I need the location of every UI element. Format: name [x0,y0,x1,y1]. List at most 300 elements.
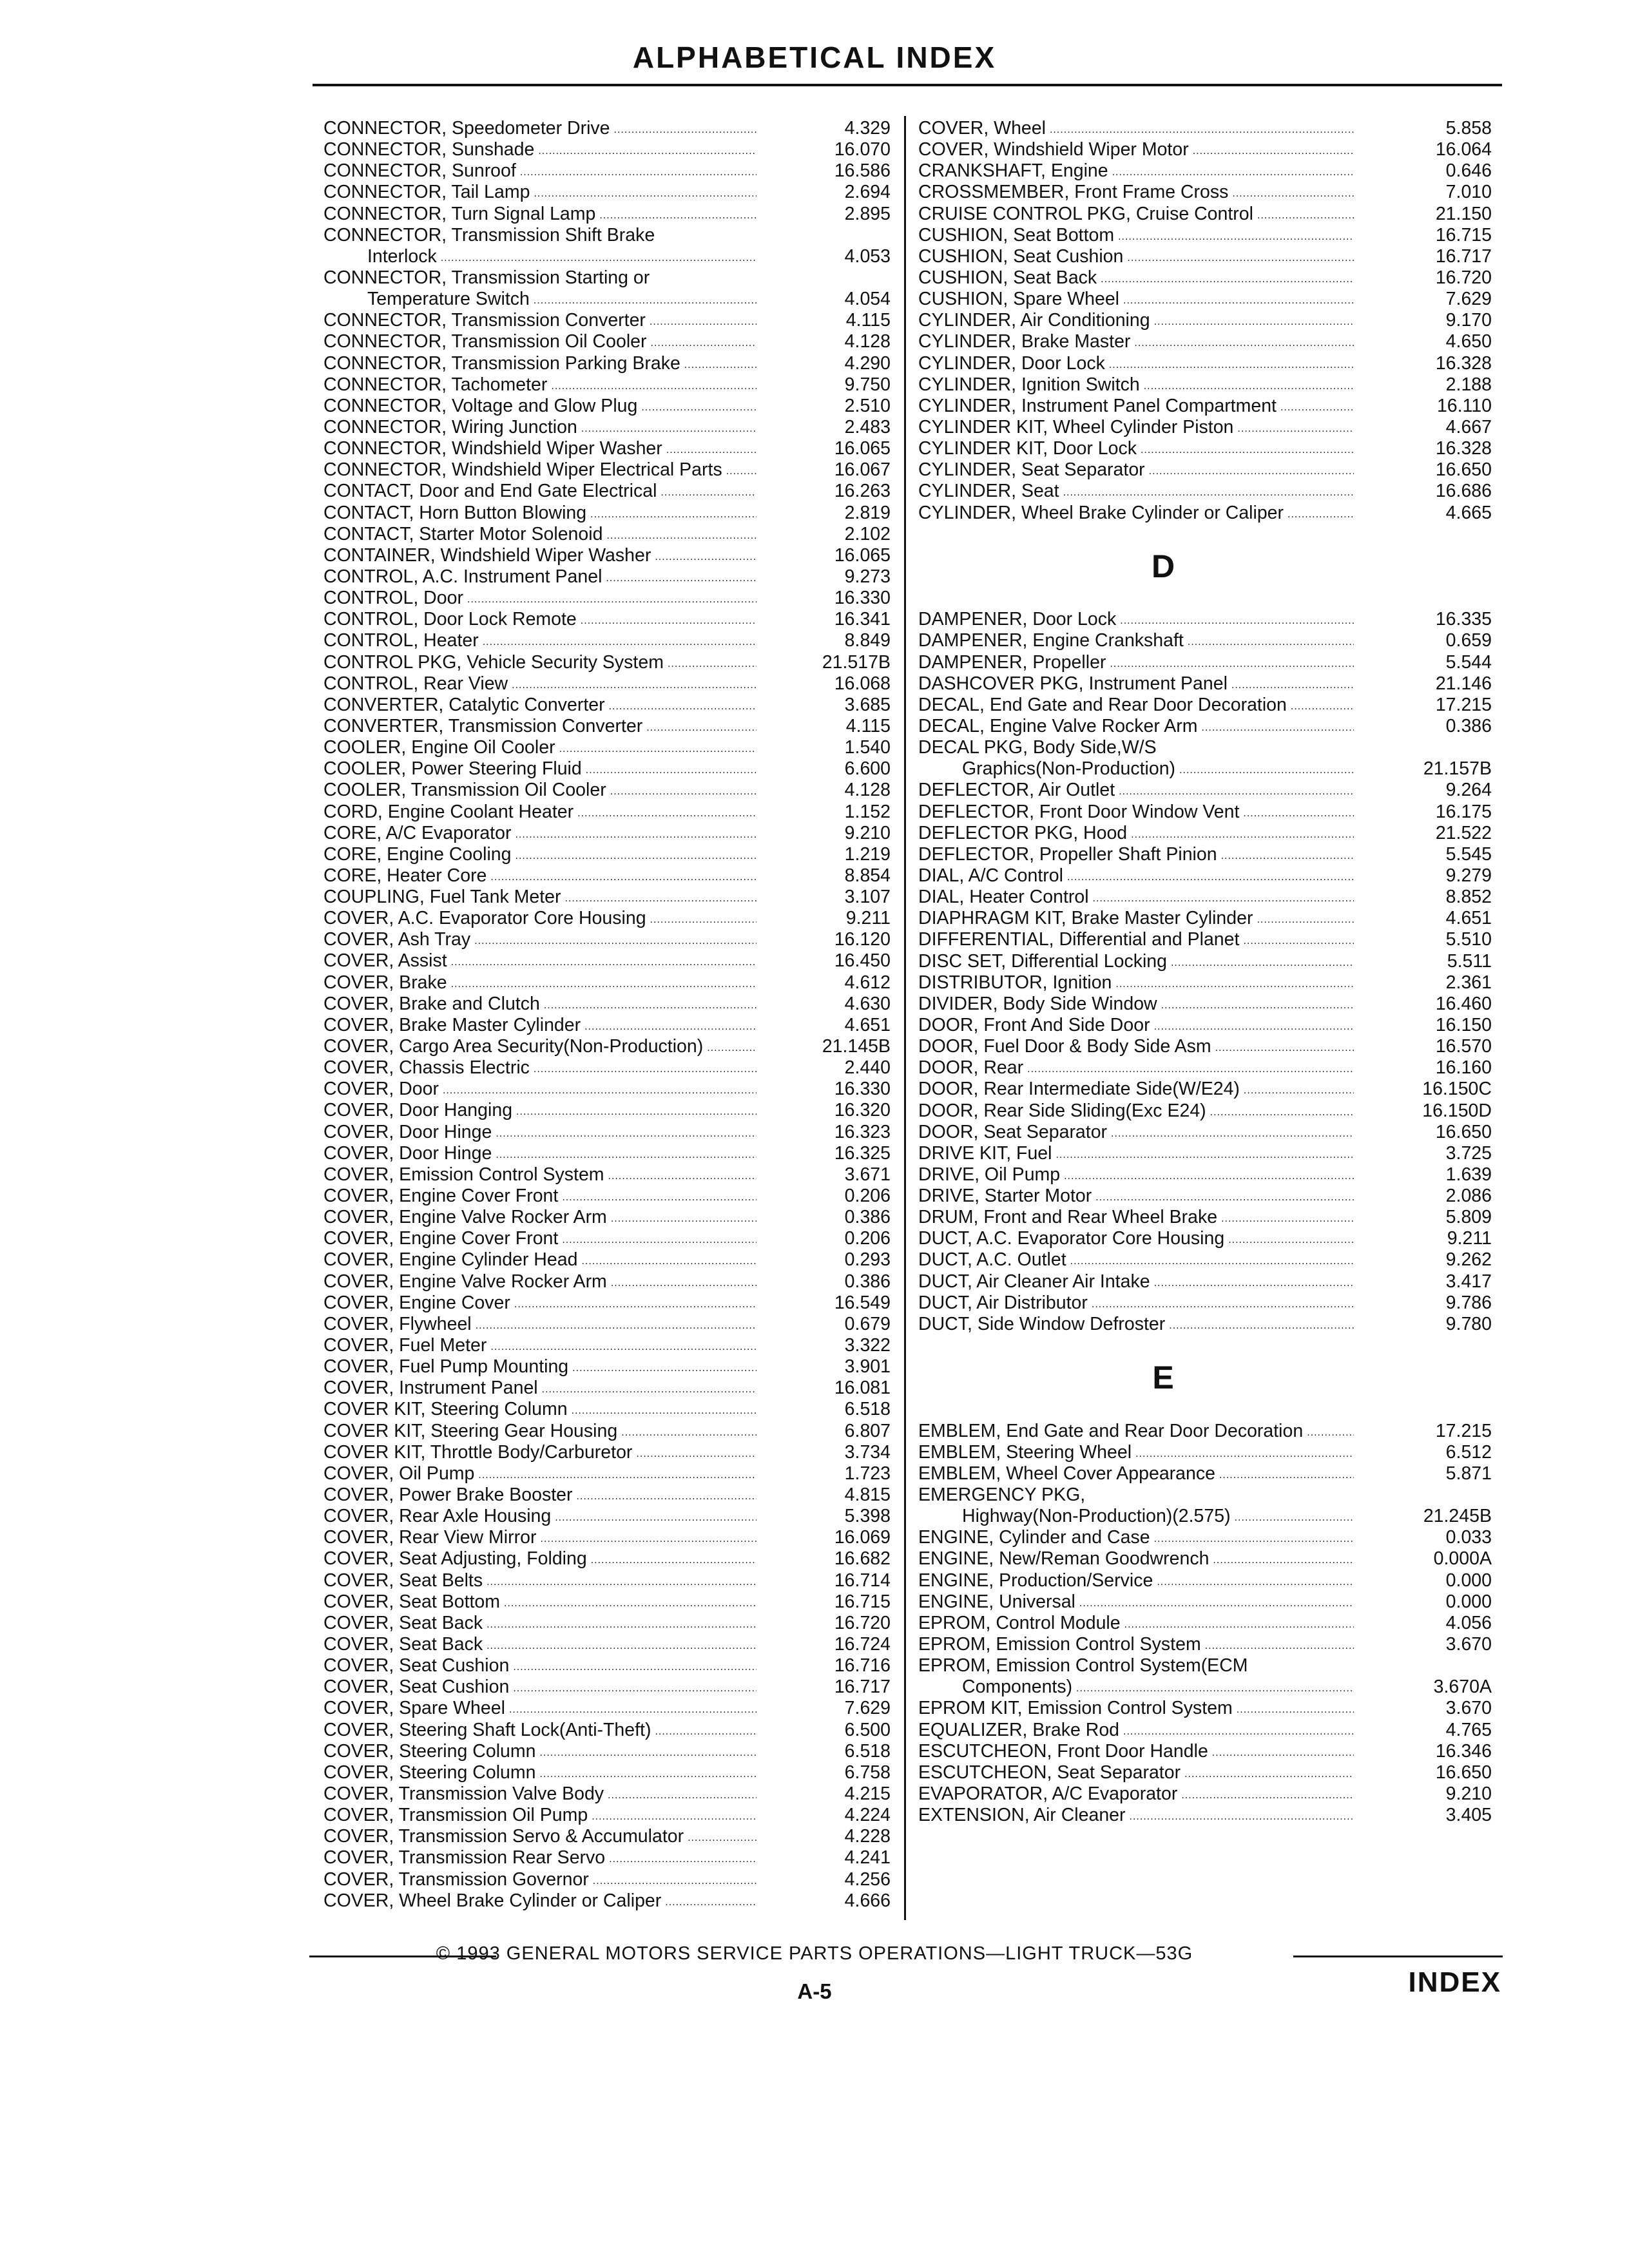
index-entry [323,844,891,865]
dot-leader [1110,652,1354,673]
entry-name: COVER, Engine Valve Rocker Arm [323,1271,607,1292]
entry-reference-number: 1.219 [844,843,891,865]
entry-label [918,1057,1354,1079]
entry-reference-number: 16.067 [834,459,891,481]
entry-label [323,1548,757,1570]
entry-label [918,630,1354,651]
entry-label [918,1698,1354,1719]
entry-label [323,630,757,651]
entry-reference-number: 4.329 [844,118,891,139]
entry-reference-number: 16.068 [834,673,891,694]
entry-reference-number: 4.256 [844,1869,891,1890]
entry-reference-number: 9.273 [844,566,891,587]
entry-name: COVER, Engine Cylinder Head [323,1249,578,1271]
dot-leader [1120,609,1354,630]
index-entry [323,1314,891,1335]
dot-leader [655,1720,757,1741]
entry-label [323,118,757,139]
entry-reference-number: 9.279 [1445,865,1492,886]
entry-reference-number: 3.107 [844,887,891,908]
entry-label [323,1783,757,1805]
entry-reference-number: 17.215 [1435,1420,1492,1441]
entry-name: COVER, Transmission Oil Pump [323,1805,588,1826]
entry-name: COVER, Chassis Electric [323,1057,530,1079]
dot-leader [1124,1613,1354,1634]
entry-label [918,225,1354,246]
entry-reference-number: 16.150 [1435,1014,1492,1035]
entry-name: COVER, Seat Cushion [323,1655,510,1677]
entry-reference-number: 8.852 [1445,887,1492,908]
entry-name: COVER, Seat Cushion [323,1677,510,1698]
entry-name: DRIVE KIT, Fuel [918,1142,1052,1164]
entry-name: CONTROL, Door [323,588,463,609]
entry-reference-number: 1.540 [844,737,891,758]
entry-label [323,929,757,950]
entry-label [323,396,757,417]
entry-label [323,182,757,203]
entry-name: COOLER, Engine Oil Cooler [323,737,555,758]
entry-reference-number: 5.510 [1445,929,1492,950]
index-entry [918,417,1492,438]
entry-label [918,865,1354,887]
dot-leader [516,1100,757,1121]
dot-leader [540,1527,757,1548]
index-entry [323,823,891,844]
entry-label [323,1741,757,1762]
entry-label [918,331,1354,352]
entry-reference-number: 4.612 [844,972,891,993]
dot-leader [1127,246,1354,267]
index-entry [323,1442,891,1463]
index-entry [918,267,1492,289]
dot-leader [1212,1741,1354,1762]
entry-reference-number: 2.361 [1445,972,1492,993]
dot-leader [621,1421,757,1442]
dot-leader [1215,1036,1354,1057]
entry-name: DUCT, A.C. Outlet [918,1249,1066,1271]
entry-name: EPROM KIT, Emission Control System [918,1698,1233,1719]
entry-reference-number: 16.065 [834,544,891,566]
entry-reference-number: 16.570 [1435,1036,1492,1057]
dot-leader [534,182,757,203]
entry-name: CONNECTOR, Sunroof [323,160,516,182]
entry-label [918,503,1354,524]
entry-name: CONNECTOR, Transmission Parking Brake [323,352,680,374]
entry-reference-number: 4.650 [1445,331,1492,352]
entry-reference-number: 1.723 [844,1463,891,1484]
entry-label [918,396,1354,417]
dot-leader [1221,844,1354,865]
entry-reference-number: 0.293 [844,1249,891,1271]
dot-leader [1067,865,1354,887]
entry-reference-number: 4.128 [844,780,891,801]
entry-label [323,160,757,182]
dot-leader [520,160,757,182]
entry-label [323,1890,757,1912]
entry-name: COVER, Fuel Meter [323,1335,487,1356]
index-entry-heading: CONNECTOR, Transmission Starting or [323,267,650,288]
index-entry [323,1527,891,1548]
entry-reference-number: 3.670 [1445,1634,1492,1655]
entry-label [918,353,1354,374]
entry-label [918,1143,1354,1164]
index-entry [323,1335,891,1356]
dot-leader [655,545,757,566]
entry-name: COVER, Instrument Panel [323,1378,538,1399]
entry-reference-number: 16.720 [834,1612,891,1633]
entry-reference-number: 16.150D [1422,1100,1492,1121]
index-entry [323,374,891,396]
index-entry [918,1057,1492,1079]
index-entry [323,566,891,588]
entry-name: CUSHION, Seat Back [918,267,1097,288]
index-entry [323,994,891,1015]
entry-name: DUCT, Air Cleaner Air Intake [918,1271,1150,1292]
entry-name: COVER KIT, Throttle Body/Carburetor [323,1441,633,1463]
entry-label [918,310,1354,331]
entry-reference-number: 16.346 [1435,1740,1492,1762]
entry-name: CRUISE CONTROL PKG, Cruise Control [918,203,1253,224]
index-entry [323,160,891,182]
entry-label [323,1036,757,1057]
entry-name: DISC SET, Differential Locking [918,950,1167,972]
dot-leader [614,118,757,139]
index-entry [918,929,1492,950]
entry-reference-number: 0.000 [1445,1570,1492,1591]
entry-label [918,160,1354,182]
entry-name: EPROM, Control Module [918,1612,1121,1633]
dot-leader [1244,1079,1354,1100]
entry-reference-number: 16.160 [1435,1057,1492,1079]
entry-reference-number: 0.206 [844,1186,891,1207]
index-entry [323,1293,891,1314]
dot-leader [504,1591,757,1613]
entry-reference-number: 16.720 [1435,267,1492,288]
entry-label [323,1271,757,1293]
index-entry [918,780,1492,801]
entry-reference-number: 5.398 [844,1506,891,1527]
index-entry-heading: EMERGENCY PKG, [918,1485,1086,1506]
index-entry [918,1720,1492,1741]
entry-reference-number: 9.786 [1445,1292,1492,1313]
entry-label [323,1207,757,1228]
entry-reference-number: 16.715 [834,1591,891,1612]
dot-leader [1149,459,1354,481]
dot-leader [1231,673,1354,695]
entry-reference-number: 9.264 [1445,780,1492,801]
entry-name: CYLINDER, Ignition Switch [918,374,1140,395]
entry-name: DUCT, Side Window Defroster [918,1313,1166,1334]
index-entry [918,459,1492,481]
dot-leader [1154,1271,1354,1293]
entry-name: EMBLEM, End Gate and Rear Door Decoration [918,1420,1304,1441]
dot-leader [1157,1570,1354,1591]
dot-leader [565,887,757,908]
entry-label [918,417,1354,438]
entry-name: COVER, Wheel [918,118,1046,139]
entry-label [323,1249,757,1271]
entry-name: CYLINDER, Seat [918,481,1059,502]
dot-leader [1123,1720,1354,1741]
entry-reference-number: 4.815 [844,1485,891,1505]
entry-name: DASHCOVER PKG, Instrument Panel [918,673,1228,694]
dot-leader [1115,972,1354,994]
entry-name: CORE, A/C Evaporator [323,822,512,843]
entry-label [918,758,1354,780]
index-entry [323,524,891,545]
index-entry [323,1100,891,1121]
entry-label [323,503,757,524]
dot-leader [1184,1762,1354,1783]
dot-leader [509,1698,757,1719]
entry-name: COVER, Flywheel [323,1313,472,1334]
dot-leader [646,716,757,737]
dot-leader [1134,331,1354,352]
dot-leader [1101,267,1354,289]
index-entry [918,1463,1492,1485]
entry-reference-number: 16.586 [834,160,891,182]
entry-label [918,1036,1354,1057]
entry-label [918,118,1354,139]
index-entry [323,1783,891,1805]
index-entry [323,1762,891,1783]
dot-leader [516,844,757,865]
entry-name: DUCT, Air Distributor [918,1292,1088,1313]
dot-leader [1237,1698,1354,1719]
entry-reference-number: 16.650 [1435,459,1492,481]
entry-name: CYLINDER, Brake Master [918,331,1131,352]
entry-name: COVER, Rear Axle Housing [323,1506,552,1527]
entry-reference-number: 16.328 [1435,438,1492,459]
dot-leader [1135,1442,1354,1463]
entry-name: CYLINDER KIT, Door Lock [918,438,1137,459]
entry-label [323,374,757,396]
entry-name: CONNECTOR, Wiring Junction [323,416,577,437]
entry-reference-number: 0.000 [1445,1591,1492,1612]
dot-leader [443,1079,757,1100]
dot-leader [1064,1164,1354,1186]
entry-reference-number: 5.858 [1445,118,1492,139]
entry-reference-number: 16.716 [834,1655,891,1677]
dot-leader [1131,823,1354,844]
entry-label [918,204,1354,225]
dot-leader [584,1015,757,1036]
entry-name: COVER KIT, Steering Column [323,1399,568,1420]
entry-label [323,1591,757,1613]
entry-label [323,865,757,887]
entry-reference-number: 6.758 [844,1762,891,1783]
entry-label [918,994,1354,1015]
index-entry [918,844,1492,865]
entry-reference-number: 21.157B [1423,758,1492,780]
entry-label [323,1314,757,1335]
entry-reference-number: 17.215 [1435,694,1492,715]
entry-label [918,823,1354,844]
entry-reference-number: 21.145B [822,1036,891,1057]
entry-label [323,1485,757,1506]
entry-label [323,459,757,481]
index-entry [918,1100,1492,1122]
index-entry [323,630,891,651]
index-entry [918,1527,1492,1548]
entry-label [918,844,1354,865]
index-entry [323,1228,891,1249]
entry-label [918,1741,1354,1762]
dot-leader [534,289,757,310]
entry-name: CONTROL, Door Lock Remote [323,609,577,630]
entry-reference-number: 2.086 [1445,1186,1492,1207]
entry-reference-number: 16.070 [834,139,891,160]
entry-label [323,802,757,823]
index-entry [323,1634,891,1655]
dot-leader [572,1356,757,1378]
entry-reference-number: 2.440 [844,1057,891,1079]
entry-name: ENGINE, Cylinder and Case [918,1527,1150,1548]
index-entry [323,1890,891,1912]
entry-label [918,1122,1354,1143]
index-entry [323,695,891,716]
entry-reference-number: 16.335 [1435,609,1492,630]
entry-name: COVER, Seat Bottom [323,1591,501,1612]
entry-label [323,1634,757,1655]
entry-name: EXTENSION, Air Cleaner [918,1805,1126,1826]
index-entry [323,1143,891,1164]
index-entry [918,118,1492,139]
entry-name: EVAPORATOR, A/C Evaporator [918,1783,1178,1805]
index-entry [918,1634,1492,1655]
entry-name: COVER, Door Hanging [323,1100,513,1121]
index-entry [323,1698,891,1719]
dot-leader [538,139,757,160]
entry-label [918,972,1354,994]
entry-name: CYLINDER, Door Lock [918,352,1105,374]
dot-leader [608,1783,757,1805]
entry-reference-number: 6.500 [844,1719,891,1740]
entry-label [918,1634,1354,1655]
dot-leader [1118,225,1354,246]
entry-reference-number: 21.150 [1435,203,1492,224]
entry-reference-number: 21.245B [1423,1506,1492,1527]
entry-name: EMBLEM, Wheel Cover Appearance [918,1463,1215,1484]
entry-name: CONTROL, Rear View [323,673,508,694]
index-entry [918,1122,1492,1143]
dot-leader [544,994,757,1015]
entry-reference-number: 0.386 [1445,715,1492,736]
entry-name: COVER, Seat Back [323,1633,483,1655]
entry-label [323,673,757,695]
index-entry [918,289,1492,310]
index-entry [918,1591,1492,1613]
dot-leader [1307,1421,1354,1442]
entry-reference-number: 5.511 [1447,950,1492,972]
index-entry [323,1186,891,1207]
entry-name: CONNECTOR, Transmission Oil Cooler [323,331,647,352]
index-entry [918,331,1492,352]
entry-name: DAMPENER, Engine Crankshaft [918,630,1184,651]
dot-leader [609,695,757,716]
entry-reference-number: 16.328 [1435,352,1492,374]
dot-leader [611,1271,757,1293]
entry-reference-number: 2.102 [844,523,891,544]
index-entry [918,758,1492,780]
dot-leader [451,972,757,994]
dot-leader [1243,802,1354,823]
index-entry [323,1485,891,1506]
entry-name: EMBLEM, Steering Wheel [918,1441,1132,1463]
entry-reference-number: 4.290 [844,352,891,374]
entry-label [918,1527,1354,1548]
dot-leader [562,1186,757,1207]
index-entry [323,1613,891,1634]
dot-leader [1112,160,1354,182]
entry-reference-number: 3.671 [844,1164,891,1185]
index-entry [323,1655,891,1677]
index-entry [323,972,891,994]
entry-name: COOLER, Transmission Oil Cooler [323,780,606,801]
entry-name: CONTROL, Heater [323,630,479,651]
entry-name: CONNECTOR, Sunshade [323,139,535,160]
index-entry [323,1591,891,1613]
entry-name: DAMPENER, Propeller [918,651,1106,673]
entry-label [918,1548,1354,1570]
index-entry [323,652,891,673]
index-entry [323,1207,891,1228]
dot-leader [606,566,757,588]
entry-name: DOOR, Rear Intermediate Side(W/E24) [918,1079,1240,1100]
entry-name: COVER, Steering Column [323,1762,536,1783]
entry-name: CYLINDER, Instrument Panel Compartment [918,395,1277,416]
entry-reference-number: 6.807 [844,1420,891,1441]
dot-leader [478,1463,757,1485]
entry-label [323,204,757,225]
index-entry [918,1036,1492,1057]
index-entry [323,1079,891,1100]
entry-name: CONTROL PKG, Vehicle Security System [323,651,664,673]
entry-label [323,716,757,737]
entry-name: DOOR, Seat Separator [918,1121,1108,1142]
entry-label [323,588,757,609]
index-entry [918,1249,1492,1271]
entry-name: CONNECTOR, Tail Lamp [323,182,530,203]
entry-reference-number: 4.054 [844,289,891,310]
entry-label [918,802,1354,823]
index-entry [323,545,891,566]
header-rule [313,84,1502,86]
index-entry [323,716,891,737]
entry-label [918,908,1354,929]
dot-leader [542,1378,757,1399]
index-entry [918,1271,1492,1293]
index-entry [323,1249,891,1271]
entry-reference-number: 7.010 [1445,182,1492,203]
entry-name: ENGINE, New/Reman Goodwrench [918,1548,1210,1570]
dot-leader [451,950,757,972]
index-entry [918,396,1492,417]
entry-name: Interlock [367,245,437,267]
index-entry [918,481,1492,502]
index-entry [323,1869,891,1890]
entry-reference-number: 0.033 [1445,1527,1492,1548]
entry-label [918,481,1354,502]
entry-name: COVER KIT, Steering Gear Housing [323,1420,618,1441]
entry-name: COVER, Emission Control System [323,1164,604,1185]
entry-reference-number: 4.630 [844,993,891,1014]
index-entry [323,1548,891,1570]
entry-label [918,609,1354,630]
entry-reference-number: 5.809 [1445,1207,1492,1228]
entry-name: Highway(Non-Production)(2.575) [962,1506,1231,1527]
entry-reference-number: 3.405 [1445,1805,1492,1826]
